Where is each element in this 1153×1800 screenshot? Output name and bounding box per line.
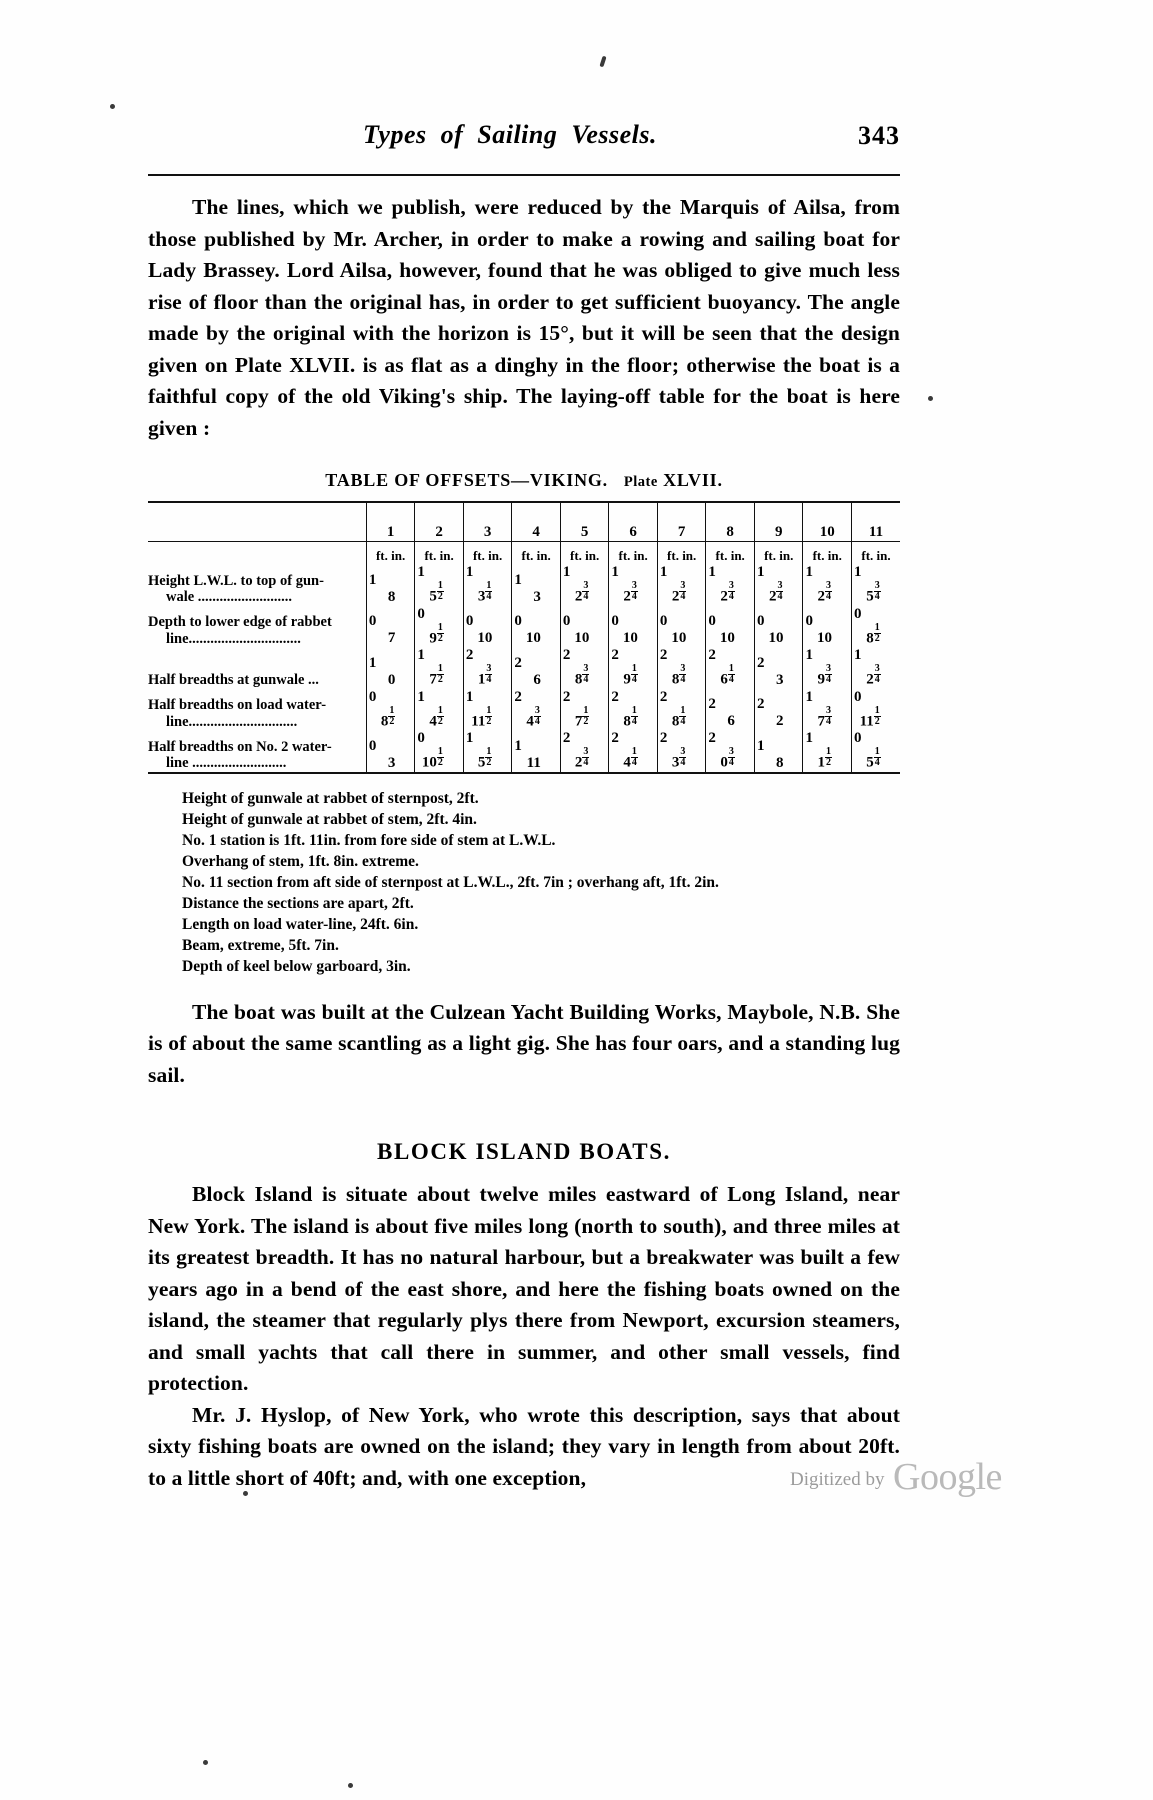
feet-value: 1 xyxy=(853,564,862,580)
feet-value: 2 xyxy=(611,647,619,663)
inches-value: 7 $\frac{3}{4}$ xyxy=(817,704,831,729)
offset-cell xyxy=(609,564,658,606)
feet-value: 1 xyxy=(514,571,522,588)
unit-cell-8: ft. in. xyxy=(706,542,755,565)
feet-value: 2 xyxy=(659,730,668,746)
offset-cell xyxy=(560,606,609,648)
note-line: Length on load water-line, 24ft. 6in. xyxy=(182,915,419,933)
offset-cell xyxy=(512,689,561,731)
offset-cell xyxy=(512,730,561,772)
offset-cell xyxy=(657,606,706,648)
inches-value: 11 xyxy=(526,754,541,771)
inches-value: 2 $\frac{3}{4}$ xyxy=(574,746,589,771)
note-line: Height of gunwale at rabbet of stem, 2ft. 4in. xyxy=(182,810,477,828)
feet-value: 0 xyxy=(368,613,377,629)
fraction: $\frac{1}{4}$ xyxy=(631,704,637,727)
inches-value: 10 xyxy=(768,630,784,646)
inches-value: 8 xyxy=(775,754,784,771)
inches-value: 10 xyxy=(816,630,832,646)
note-line: Depth of keel below garboard, 3in. xyxy=(182,957,411,975)
row-label xyxy=(148,606,366,648)
inches-value: 2 $\frac{3}{4}$ xyxy=(866,663,880,688)
row-label xyxy=(148,730,366,772)
inches-value: 9 $\frac{1}{2}$ xyxy=(429,621,443,646)
fraction: $\frac{3}{4}$ xyxy=(680,746,686,768)
offset-cell xyxy=(851,689,900,731)
fraction: $\frac{3}{4}$ xyxy=(874,580,880,602)
inches-value: 10 xyxy=(477,630,493,646)
paragraph-block-island: Block Island is situate about twelve miles eastward of Long Island, near New York. The island is about five miles long (north to south), and three miles at its greatest breadth. It has no natural harbour, but a breakwater was built a few years ago in a bend of the east shore, and here the fishing boats owned on the island, the steamer that regularly plys there from Newport, excursion steamers, and small yachts that call there in summer, and other small vessels, find protection. xyxy=(148,1182,900,1395)
running-head xyxy=(148,120,900,168)
offset-cell xyxy=(415,730,464,772)
feet-value: 1 xyxy=(514,737,522,754)
fraction: $\frac{3}{4}$ xyxy=(777,580,783,602)
table-caption-plate-label: Plate xyxy=(623,474,658,490)
section-heading: BLOCK ISLAND BOATS. xyxy=(377,1139,671,1164)
fraction: $\frac{3}{4}$ xyxy=(486,663,492,685)
offset-cell xyxy=(803,730,852,772)
feet-value: 1 xyxy=(805,647,813,663)
inches-value: 11 $\frac{1}{2}$ xyxy=(859,704,880,729)
feet-value: 2 xyxy=(708,730,716,746)
offsets-table xyxy=(148,503,900,772)
inches-value: 8 $\frac{1}{4}$ xyxy=(671,704,686,729)
feet-value: 1 xyxy=(708,564,716,580)
inches-value: 7 $\frac{1}{2}$ xyxy=(429,663,443,688)
google-watermark xyxy=(790,1455,1050,1505)
offset-cell xyxy=(803,647,852,689)
fraction: $\frac{1}{4}$ xyxy=(680,704,686,727)
inches-value: 5 $\frac{1}{2}$ xyxy=(477,746,492,771)
offset-cell xyxy=(560,689,609,731)
offset-cell xyxy=(706,730,755,772)
inches-value: 6 xyxy=(533,671,541,688)
offset-cell xyxy=(463,689,512,731)
column-header-6: 6 xyxy=(609,503,658,542)
fraction: $\frac{1}{2}$ xyxy=(825,746,831,768)
offset-cell xyxy=(512,606,561,648)
fraction: $\frac{3}{4}$ xyxy=(583,580,589,602)
fraction: $\frac{1}{2}$ xyxy=(486,746,492,768)
google-logo-text: Google xyxy=(893,1456,1002,1498)
scan-speckle xyxy=(348,1783,353,1788)
table-row xyxy=(148,647,900,689)
offset-cell xyxy=(366,564,415,606)
row-label-line1: Half breadths on No. 2 water- xyxy=(148,738,332,755)
feet-value: 1 xyxy=(805,688,813,705)
feet-value: 2 xyxy=(611,730,619,746)
offset-cell xyxy=(609,730,658,772)
inches-value: 6 xyxy=(727,713,735,729)
offset-cell xyxy=(463,606,512,648)
inches-value: 4 $\frac{1}{2}$ xyxy=(429,704,443,729)
fraction: $\frac{1}{2}$ xyxy=(874,704,880,727)
inches-value: 4 $\frac{1}{4}$ xyxy=(623,746,637,771)
column-header-8: 8 xyxy=(706,503,755,542)
feet-value: 1 xyxy=(417,688,425,705)
feet-value: 0 xyxy=(853,605,862,622)
feet-value: 0 xyxy=(417,605,425,622)
feet-value: 0 xyxy=(514,613,522,629)
fraction: $\frac{3}{4}$ xyxy=(583,746,589,768)
feet-value: 2 xyxy=(465,647,474,663)
offset-cell xyxy=(366,606,415,648)
fraction: $\frac{1}{2}$ xyxy=(437,580,443,602)
inches-value: 8 $\frac{1}{4}$ xyxy=(623,704,637,729)
fraction: $\frac{1}{2}$ xyxy=(437,746,443,768)
row-label-header xyxy=(148,503,366,542)
column-header-10: 10 xyxy=(803,503,852,542)
offset-cell xyxy=(754,647,803,689)
feet-value: 1 xyxy=(853,647,862,663)
row-label xyxy=(148,564,366,606)
inches-value: 10 xyxy=(574,630,590,646)
inches-value: 10 xyxy=(671,630,687,646)
offset-cell xyxy=(803,564,852,606)
row-label-line1: Height L.W.L. to top of gun- xyxy=(148,572,324,589)
note-line: No. 1 station is 1ft. 11in. from fore side of stem at L.W.L. xyxy=(182,831,556,849)
unit-row xyxy=(148,542,900,565)
offset-cell xyxy=(754,564,803,606)
note-line: Overhang of stem, 1ft. 8in. extreme. xyxy=(182,852,419,870)
offset-cell xyxy=(706,689,755,731)
row-label xyxy=(148,689,366,731)
feet-value: 1 xyxy=(465,730,474,746)
unit-cell-3: ft. in. xyxy=(463,542,512,565)
fraction: $\frac{3}{4}$ xyxy=(534,704,540,727)
feet-value: 2 xyxy=(562,647,571,663)
offset-cell xyxy=(560,647,609,689)
feet-value: 0 xyxy=(756,613,765,629)
inches-value: 3 xyxy=(775,671,784,688)
unit-cell-10: ft. in. xyxy=(803,542,852,565)
offset-cell xyxy=(706,606,755,648)
unit-cell-5: ft. in. xyxy=(560,542,609,565)
row-label xyxy=(148,647,366,689)
feet-value: 1 xyxy=(659,564,668,580)
inches-value: 10 xyxy=(525,630,541,646)
fraction: $\frac{1}{2}$ xyxy=(437,663,443,685)
feet-value: 2 xyxy=(659,647,668,663)
column-number-row xyxy=(148,503,900,542)
offset-cell xyxy=(851,564,900,606)
feet-value: 1 xyxy=(805,730,813,746)
header-rule xyxy=(148,174,900,176)
offset-cell xyxy=(609,689,658,731)
page-content xyxy=(148,120,900,1494)
row-label-line1: Half breadths on load water- xyxy=(148,697,327,713)
offset-cell xyxy=(415,647,464,689)
fraction: $\frac{1}{4}$ xyxy=(631,663,637,685)
feet-value: 0 xyxy=(708,613,716,629)
offset-cell xyxy=(560,730,609,772)
offset-cell xyxy=(463,647,512,689)
unit-cell-2: ft. in. xyxy=(415,542,464,565)
fraction: $\frac{1}{4}$ xyxy=(486,580,492,602)
feet-value: 0 xyxy=(417,730,425,746)
running-head-title: Types of Sailing Vessels. xyxy=(363,120,657,149)
offset-cell xyxy=(366,689,415,731)
offset-cell xyxy=(609,606,658,648)
feet-value: 2 xyxy=(562,730,571,746)
inches-value: 8 $\frac{3}{4}$ xyxy=(671,663,686,688)
fraction: $\frac{1}{4}$ xyxy=(874,746,880,768)
fraction: $\frac{1}{4}$ xyxy=(631,746,637,768)
column-header-7: 7 xyxy=(657,503,706,542)
feet-value: 2 xyxy=(756,696,765,712)
column-header-1: 1 xyxy=(366,503,415,542)
table-row xyxy=(148,606,900,648)
inches-value: 5 $\frac{1}{2}$ xyxy=(429,580,443,605)
feet-value: 2 xyxy=(562,688,571,705)
feet-value: 2 xyxy=(514,654,522,671)
offset-cell xyxy=(851,606,900,648)
fraction: $\frac{3}{4}$ xyxy=(825,580,831,602)
feet-value: 0 xyxy=(368,737,377,754)
column-header-5: 5 xyxy=(560,503,609,542)
column-header-11: 11 xyxy=(851,503,900,542)
note-line: Distance the sections are apart, 2ft. xyxy=(182,894,414,912)
feet-value: 1 xyxy=(756,737,765,754)
feet-value: 1 xyxy=(562,564,571,580)
feet-value: 2 xyxy=(756,654,765,671)
feet-value: 1 xyxy=(465,564,474,580)
inches-value: 11 $\frac{1}{2}$ xyxy=(471,704,492,729)
inches-value: 3 xyxy=(533,588,541,605)
table-row xyxy=(148,730,900,772)
page-number: 343 xyxy=(858,121,900,150)
scan-speckle xyxy=(599,56,606,68)
offset-cell xyxy=(754,689,803,731)
row-label-line2: wale .......................... xyxy=(166,589,293,605)
fraction: $\frac{1}{2}$ xyxy=(389,704,395,727)
feet-value: 1 xyxy=(417,564,425,580)
fraction: $\frac{1}{2}$ xyxy=(486,704,492,727)
inches-value: 8 $\frac{1}{2}$ xyxy=(380,704,395,729)
fraction: $\frac{1}{2}$ xyxy=(437,704,443,727)
feet-value: 1 xyxy=(368,654,377,671)
unit-row-label xyxy=(148,542,366,565)
feet-value: 1 xyxy=(756,564,765,580)
fraction: $\frac{1}{2}$ xyxy=(874,621,880,644)
inches-value: 8 xyxy=(387,588,396,605)
inches-value: 2 $\frac{3}{4}$ xyxy=(574,580,589,605)
inches-value: 2 $\frac{3}{4}$ xyxy=(720,580,734,605)
offset-cell xyxy=(463,730,512,772)
feet-value: 0 xyxy=(611,613,619,629)
unit-cell-7: ft. in. xyxy=(657,542,706,565)
feet-value: 1 xyxy=(368,571,377,588)
feet-value: 2 xyxy=(708,696,716,712)
fraction: $\frac{1}{2}$ xyxy=(437,621,443,644)
offset-cell xyxy=(560,564,609,606)
offset-cell xyxy=(366,730,415,772)
offsets-table-body xyxy=(148,564,900,772)
inches-value: 1 $\frac{1}{2}$ xyxy=(817,746,831,771)
table-row xyxy=(148,564,900,606)
offset-cell xyxy=(415,564,464,606)
fraction: $\frac{3}{4}$ xyxy=(583,663,589,685)
table-caption-main: TABLE OF OFFSETS—VIKING. xyxy=(325,470,608,490)
note-line: No. 11 section from aft side of sternpost at L.W.L., 2ft. 7in ; overhang aft, 1ft. 2in. xyxy=(182,873,719,891)
feet-value: 1 xyxy=(465,688,474,705)
fraction: $\frac{3}{4}$ xyxy=(728,580,734,602)
feet-value: 0 xyxy=(853,730,862,746)
row-label-line2: line.............................. xyxy=(166,713,298,730)
inches-value: 10 xyxy=(622,630,638,646)
fraction: $\frac{3}{4}$ xyxy=(825,663,831,685)
offset-cell xyxy=(512,647,561,689)
offset-cell xyxy=(415,606,464,648)
offset-cell xyxy=(803,606,852,648)
inches-value: 2 $\frac{3}{4}$ xyxy=(671,580,686,605)
inches-value: 5 $\frac{3}{4}$ xyxy=(866,580,880,605)
feet-value: 2 xyxy=(708,647,716,663)
table-caption-plate-number: XLVII. xyxy=(663,470,723,490)
column-header-2: 2 xyxy=(415,503,464,542)
column-header-3: 3 xyxy=(463,503,512,542)
offset-cell xyxy=(512,564,561,606)
inches-value: 8 $\frac{3}{4}$ xyxy=(574,663,589,688)
row-label-line2: line............................... xyxy=(166,630,301,647)
inches-value: 0 xyxy=(387,671,396,688)
fraction: $\frac{3}{4}$ xyxy=(825,704,831,727)
column-header-9: 9 xyxy=(754,503,803,542)
unit-cell-1: ft. in. xyxy=(366,542,415,565)
fraction: $\frac{3}{4}$ xyxy=(874,663,880,685)
offset-cell xyxy=(851,730,900,772)
offset-cell xyxy=(657,647,706,689)
unit-cell-11: ft. in. xyxy=(851,542,900,565)
offset-cell xyxy=(657,564,706,606)
inches-value: 3 $\frac{1}{4}$ xyxy=(477,580,492,605)
unit-cell-4: ft. in. xyxy=(512,542,561,565)
note-line: Beam, extreme, 5ft. 7in. xyxy=(182,936,339,954)
feet-value: 1 xyxy=(417,647,425,663)
offset-cell xyxy=(803,689,852,731)
scan-speckle xyxy=(203,1760,208,1765)
fraction: $\frac{3}{4}$ xyxy=(631,580,637,602)
row-label-line2: line .......................... xyxy=(166,755,287,771)
inches-value: 2 $\frac{3}{4}$ xyxy=(768,580,783,605)
offsets-table-head xyxy=(148,503,900,564)
inches-value: 9 $\frac{3}{4}$ xyxy=(817,663,831,688)
offset-cell xyxy=(657,689,706,731)
table-row xyxy=(148,689,900,731)
inches-value: 2 $\frac{3}{4}$ xyxy=(623,580,637,605)
table-notes xyxy=(182,788,900,977)
fraction: $\frac{1}{4}$ xyxy=(728,663,734,685)
inches-value: 7 xyxy=(387,630,396,646)
inches-value: 0 $\frac{3}{4}$ xyxy=(720,746,734,771)
feet-value: 0 xyxy=(465,613,474,629)
inches-value: 8 $\frac{1}{2}$ xyxy=(866,621,880,646)
inches-value: 10 xyxy=(719,630,735,646)
inches-value: 10 $\frac{1}{2}$ xyxy=(421,746,443,771)
paragraph-build: The boat was built at the Culzean Yacht Building Works, Maybole, N.B. She is of about the same scantling as a light gig. She has four oars, and a standing lug sail. xyxy=(148,999,900,1087)
column-header-4: 4 xyxy=(512,503,561,542)
table-of-offsets xyxy=(148,501,900,774)
offset-cell xyxy=(366,647,415,689)
scan-speckle xyxy=(928,396,933,401)
inches-value: 5 $\frac{1}{4}$ xyxy=(866,746,880,771)
paragraph-hyslop: Mr. J. Hyslop, of New York, who wrote this description, says that about sixty fishing boats are owned on the island; they vary in length from about 20ft. to a little short of 40ft; and, with one exception, xyxy=(148,1402,900,1490)
feet-value: 1 xyxy=(611,564,619,580)
offset-cell xyxy=(706,647,755,689)
inches-value: 3 $\frac{3}{4}$ xyxy=(671,746,686,771)
paragraph-intro: The lines, which we publish, were reduced by the Marquis of Ailsa, from those published by Mr. Archer, in order to make a rowing and sailing boat for Lady Brassey. Lord Ailsa, however, found that he was obliged to give much less rise of floor than the original has, in order to get sufficient buoyancy. The angle made by the original with the horizon is 15°, but it will be seen that the design given on Plate XLVII. is as flat as a dinghy in the floor; otherwise the boat is a faithful copy of the old Viking's ship. The laying-off table for the boat is here given : xyxy=(148,195,900,440)
row-label-line1: Depth to lower edge of rabbet xyxy=(148,614,332,630)
offset-cell xyxy=(657,730,706,772)
feet-value: 2 xyxy=(611,688,619,705)
offset-cell xyxy=(463,564,512,606)
note-line: Height of gunwale at rabbet of sternpost, 2ft. xyxy=(182,789,479,807)
feet-value: 2 xyxy=(514,688,522,705)
inches-value: 3 xyxy=(387,754,396,771)
inches-value: 2 $\frac{3}{4}$ xyxy=(817,580,831,605)
feet-value: 2 xyxy=(659,688,668,705)
inches-value: 2 xyxy=(775,713,784,729)
inches-value: 9 $\frac{1}{4}$ xyxy=(623,663,637,688)
offset-cell xyxy=(754,730,803,772)
feet-value: 0 xyxy=(659,613,668,629)
feet-value: 0 xyxy=(368,688,377,705)
inches-value: 1 $\frac{3}{4}$ xyxy=(477,663,492,688)
inches-value: 6 $\frac{1}{4}$ xyxy=(720,663,734,688)
offset-cell xyxy=(754,606,803,648)
offset-cell xyxy=(415,689,464,731)
fraction: $\frac{1}{2}$ xyxy=(583,704,589,727)
offset-cell xyxy=(851,647,900,689)
unit-cell-9: ft. in. xyxy=(754,542,803,565)
feet-value: 0 xyxy=(853,688,862,705)
offset-cell xyxy=(609,647,658,689)
scan-speckle xyxy=(110,104,115,109)
feet-value: 0 xyxy=(562,613,571,629)
unit-cell-6: ft. in. xyxy=(609,542,658,565)
offset-cell xyxy=(706,564,755,606)
table-caption xyxy=(148,470,900,491)
feet-value: 0 xyxy=(805,613,813,629)
fraction: $\frac{3}{4}$ xyxy=(728,746,734,768)
fraction: $\frac{3}{4}$ xyxy=(680,580,686,602)
inches-value: 4 $\frac{3}{4}$ xyxy=(526,704,540,729)
row-label-line1: Half breadths at gunwale ... xyxy=(148,672,319,688)
feet-value: 1 xyxy=(805,564,813,580)
inches-value: 7 $\frac{1}{2}$ xyxy=(574,704,589,729)
digitized-by-label: Digitized by xyxy=(790,1469,885,1490)
fraction: $\frac{3}{4}$ xyxy=(680,663,686,685)
